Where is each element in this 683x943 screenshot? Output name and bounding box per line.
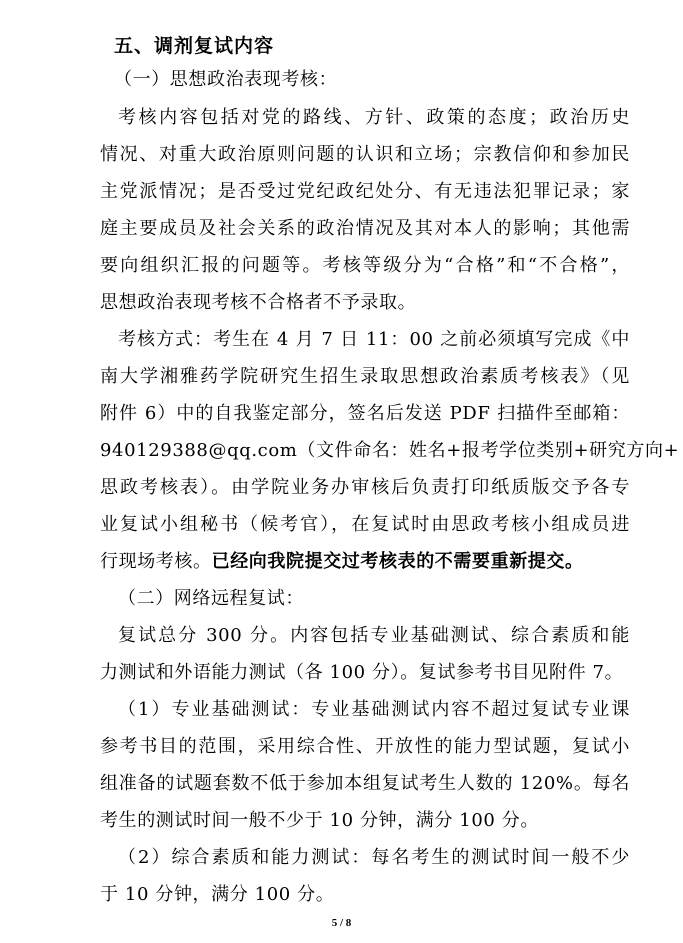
paragraph-line: 思政考核表）。由学院业务办审核后负责打印纸质版交予各专 [100, 477, 630, 498]
paragraph-line: 考核内容包括对党的路线、方针、政策的态度；政治历史 [118, 107, 630, 128]
paragraph-line: 复试总分 300 分。内容包括专业基础测试、综合素质和能 [118, 625, 630, 646]
paragraph-line: 力测试和外语能力测试（各 100 分）。复试参考书目见附件 7。 [100, 662, 624, 683]
paragraph-line: 主党派情况；是否受过党纪政纪处分、有无违法犯罪记录；家 [100, 181, 630, 202]
paragraph-line: 参考书目的范围，采用综合性、开放性的能力型试题，复试小 [100, 736, 630, 757]
paragraph-line: （1）专业基础测试：专业基础测试内容不超过复试专业课 [118, 699, 630, 720]
paragraph-line: （2）综合素质和能力测试：每名考生的测试时间一般不少 [118, 847, 630, 868]
paragraph-line: 考生的测试时间一般不少于 10 分钟，满分 100 分。 [100, 810, 539, 831]
paragraph-line: 组准备的试题套数不低于参加本组复试考生人数的 120%。每名 [100, 773, 630, 794]
paragraph-line: 附件 6）中的自我鉴定部分，签名后发送 PDF 扫描件至邮箱： [100, 403, 630, 424]
paragraph-line-mixed [0, 546, 683, 578]
paragraph-line: 于 10 分钟，满分 100 分。 [100, 884, 335, 905]
paragraph-line: 考核方式：考生在 4 月 7 日 11：00 之前必须填写完成《中 [118, 329, 630, 350]
paragraph-line: 南大学湘雅药学院研究生招生录取思想政治素质考核表》（见 [100, 366, 630, 387]
subsection-title-remote: （二）网络远程复试： [118, 588, 304, 609]
subsection-title-political: （一）思想政治表现考核： [114, 69, 338, 90]
section-heading: 五、调剂复试内容 [114, 35, 275, 57]
page-number: 5 / 8 [331, 917, 352, 929]
paragraph-line: 940129388@qq.com（文件命名：姓名+报考学位类别+研究方向+ [100, 440, 680, 461]
paragraph-line: 思想政治表现考核不合格者不予录取。 [100, 292, 417, 313]
paragraph-line: 业复试小组秘书（候考官），在复试时由思政考核小组成员进 [100, 514, 630, 535]
paragraph-line: 庭主要成员及社会关系的政治情况及其对本人的影响；其他需 [100, 218, 630, 239]
paragraph-line: 情况、对重大政治原则问题的认识和立场；宗教信仰和参加民 [100, 144, 630, 165]
paragraph-line: 要向组织汇报的问题等。考核等级分为“合格”和“不合格”， [100, 255, 630, 276]
paragraph-text: 行现场考核。 [100, 551, 212, 572]
bold-notice: 已经向我院提交过考核表的不需要重新提交。 [211, 551, 584, 572]
